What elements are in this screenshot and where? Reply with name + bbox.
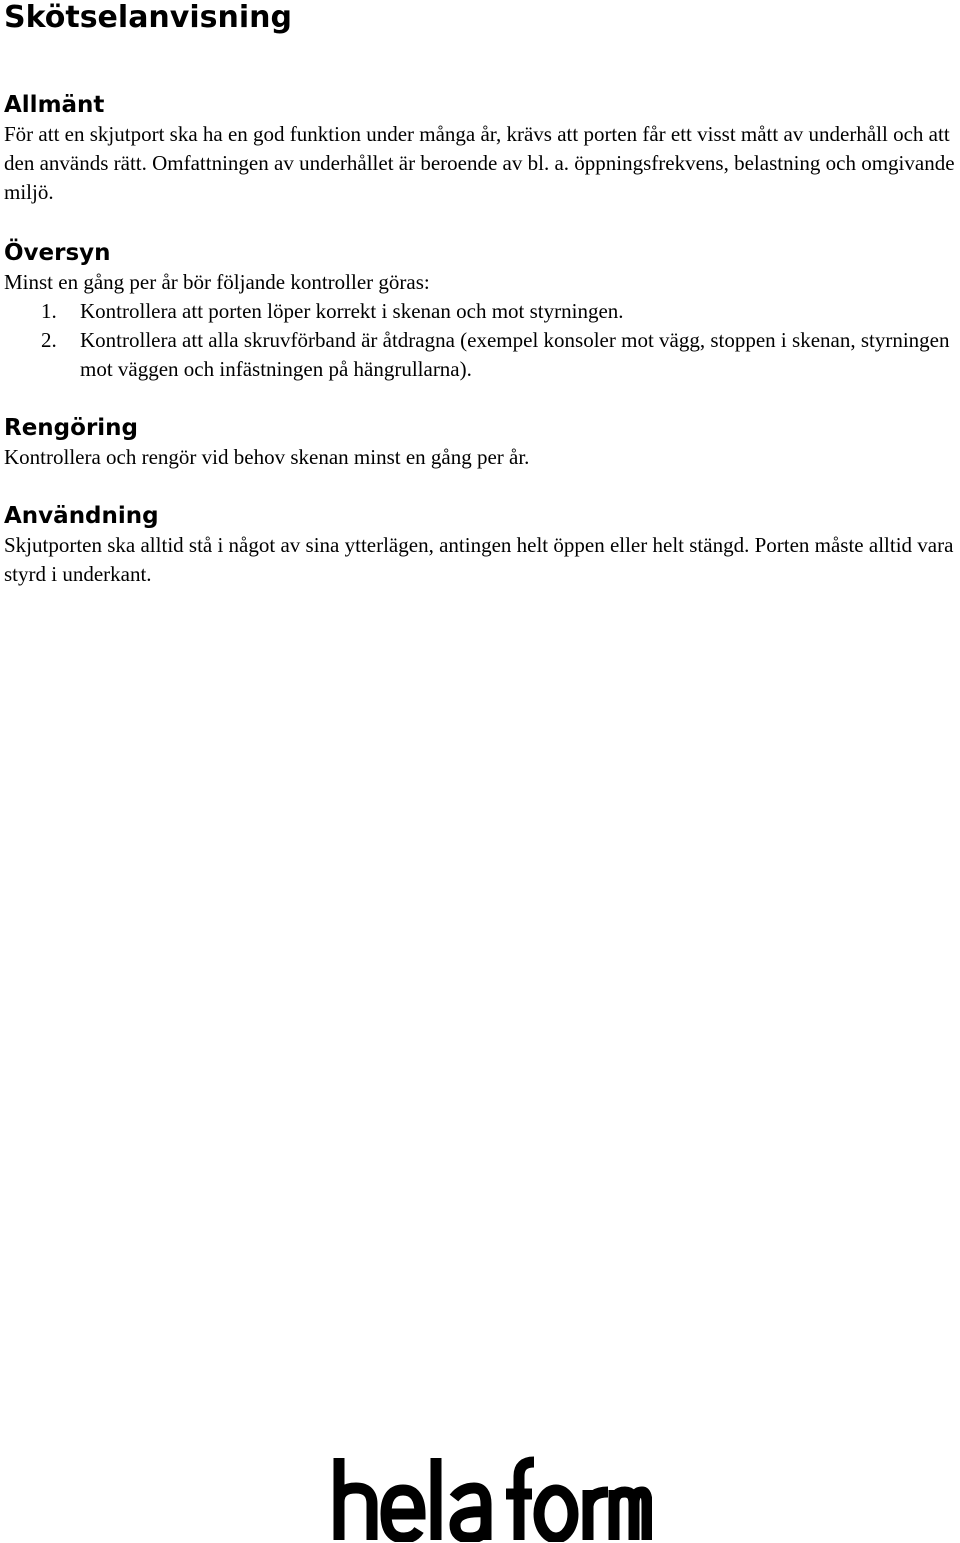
list-item-number: 2. [41, 328, 57, 352]
inspection-list [4, 297, 956, 384]
section-oversyn [4, 238, 956, 384]
document-title: Skötselanvisning [4, 0, 292, 35]
list-item-text: Kontrollera att alla skruvförband är åtdragna (exempel konsoler mot vägg, stoppen i skenan, styrningen mot väggen och infästningen på hängrullarna). [80, 328, 950, 381]
section-allmant [4, 90, 956, 207]
section-text-rengoring: Kontrollera och rengör vid behov skenan minst en gång per år. [4, 445, 530, 469]
helaform-logo [330, 1452, 652, 1542]
section-anvandning [4, 501, 956, 589]
section-text-allmant: För att en skjutport ska ha en god funktion under många år, krävs att porten får ett visst mått av underhåll och att den används rätt. Omfattningen av underhållet är beroende av bl. a. öppningsfrekvens, belastning och omgivande miljö. [4, 122, 955, 204]
list-item [4, 297, 956, 326]
section-heading-allmant: Allmänt [4, 92, 105, 118]
list-item-number: 1. [41, 299, 57, 323]
section-intro-oversyn: Minst en gång per år bör följande kontroller göras: [4, 270, 430, 294]
section-heading-oversyn: Översyn [4, 240, 111, 266]
section-rengoring [4, 413, 956, 472]
list-item-text: Kontrollera att porten löper korrekt i skenan och mot styrningen. [80, 299, 624, 323]
section-heading-rengoring: Rengöring [4, 415, 139, 441]
section-heading-anvandning: Användning [4, 503, 159, 529]
section-text-anvandning: Skjutporten ska alltid stå i något av sina ytterlägen, antingen helt öppen eller helt stängd. Porten måste alltid vara styrd i underkant. [4, 533, 954, 586]
list-item [4, 326, 956, 384]
